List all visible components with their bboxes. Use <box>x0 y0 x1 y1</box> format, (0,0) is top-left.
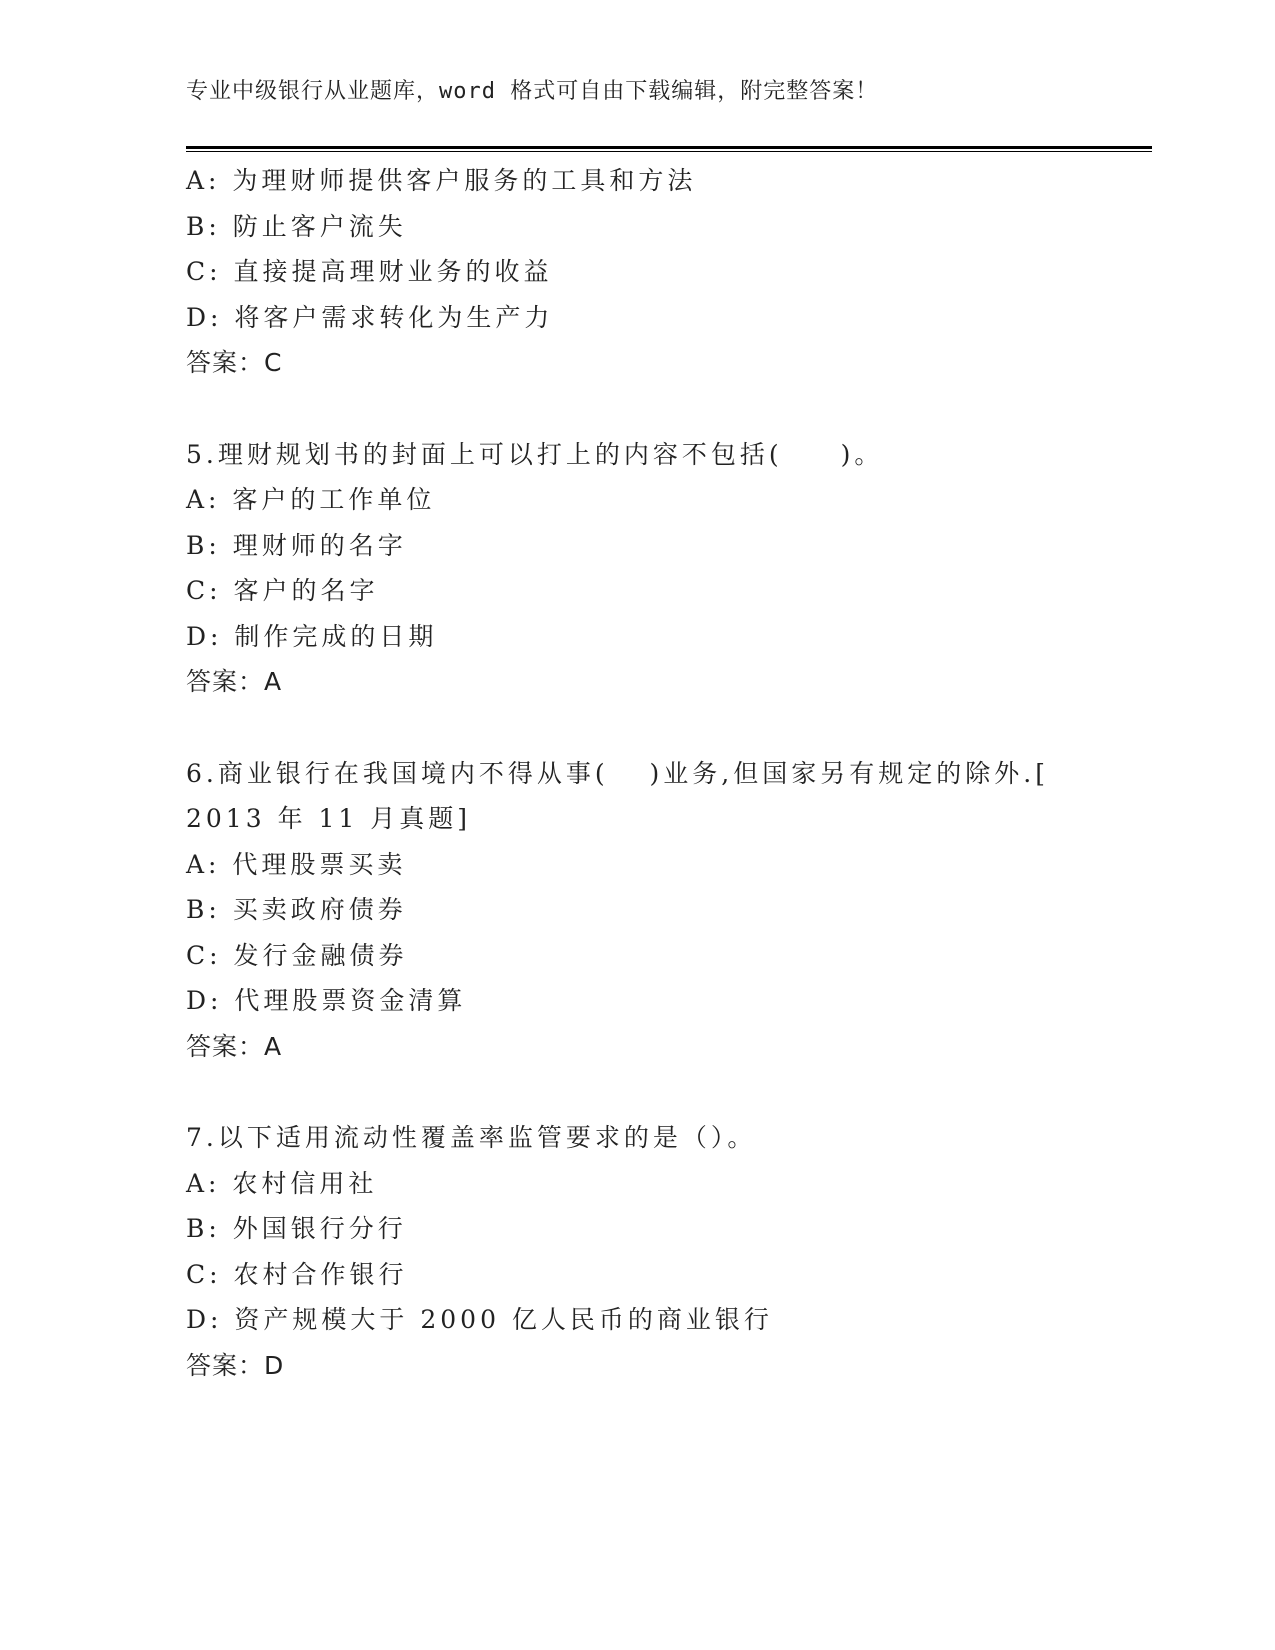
question-stem-line-1: 6.商业银行在我国境内不得从事( )业务,但国家另有规定的除外.[ <box>186 758 1049 788</box>
header-rule-thick <box>186 146 1152 149</box>
question-6 <box>186 751 1086 1070</box>
spacer <box>186 1069 1086 1115</box>
question-4 <box>186 158 1086 386</box>
option-d: D: 制作完成的日期 <box>186 621 438 651</box>
option-c: C: 农村合作银行 <box>186 1259 408 1289</box>
answer: 答案：C <box>186 348 283 377</box>
option-b: B: 外国银行分行 <box>186 1214 407 1243</box>
option-a: A: 为理财师提供客户服务的工具和方法 <box>186 166 697 195</box>
header-rule-thin <box>186 151 1152 152</box>
question-list <box>186 158 1086 1388</box>
question-5 <box>186 432 1086 705</box>
question-7 <box>186 1115 1086 1388</box>
option-b: B: 防止客户流失 <box>186 211 407 241</box>
question-stem-line-2: 2013 年 11 月真题] <box>186 804 472 833</box>
spacer <box>186 705 1086 751</box>
option-b: B: 理财师的名字 <box>186 530 407 560</box>
spacer <box>186 386 1086 432</box>
option-a: A: 客户的工作单位 <box>186 485 436 514</box>
option-d: D: 资产规模大于 2000 亿人民币的商业银行 <box>186 1305 773 1334</box>
option-b: B: 买卖政府债券 <box>186 895 407 924</box>
answer: 答案：A <box>186 1031 283 1061</box>
option-d: D: 将客户需求转化为生产力 <box>186 302 554 332</box>
option-c: C: 客户的名字 <box>186 576 379 605</box>
page-header: 专业中级银行从业题库，word 格式可自由下载编辑，附完整答案！ <box>186 79 879 104</box>
option-a: A: 代理股票买卖 <box>186 849 407 879</box>
option-a: A: 农村信用社 <box>186 1168 378 1198</box>
question-stem: 5.理财规划书的封面上可以打上的内容不包括( )。 <box>186 439 884 469</box>
answer: 答案：D <box>186 1350 285 1380</box>
option-c: C: 发行金融债券 <box>186 940 408 970</box>
option-c: C: 直接提高理财业务的收益 <box>186 257 553 286</box>
answer: 答案：A <box>186 667 283 696</box>
option-d: D: 代理股票资金清算 <box>186 986 467 1015</box>
question-stem: 7.以下适用流动性覆盖率监管要求的是（）。 <box>186 1123 757 1152</box>
